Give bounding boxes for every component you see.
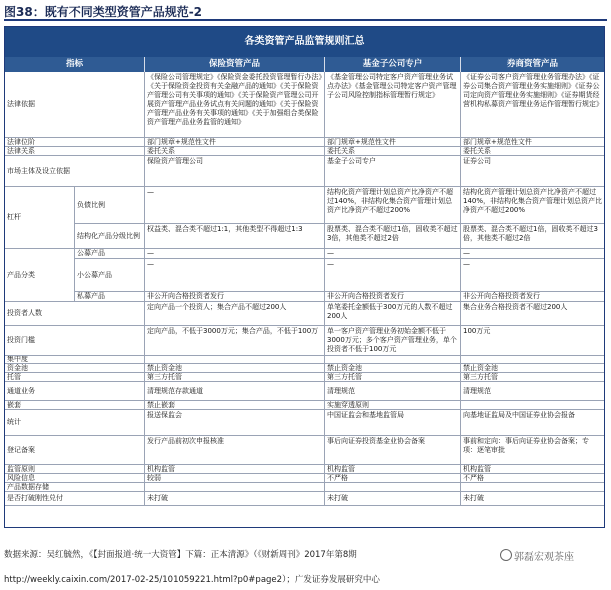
- cell-broker: 禁止资金池: [461, 364, 604, 373]
- header-fund-subsidiary: 基金子公司专户: [325, 57, 461, 72]
- row-label: 是否打破刚性兑付: [5, 492, 145, 506]
- cell-insurance: —: [145, 187, 325, 224]
- row-sublabel: 负债比例: [75, 187, 145, 224]
- cell-fund-subsidiary: —: [325, 259, 461, 292]
- cell-fund-subsidiary: 《基金管理公司特定客户资产管理业务试点办法》《基金管理公司特定客户资产管理子公司风险控制指标管理暂行规定》: [325, 72, 461, 138]
- row-label: 托管: [5, 373, 145, 382]
- cell-fund-subsidiary: 结构化资产管理计划总资产比净资产不超过140%，非结构化集合资产管理计划总资产比净资产不超过200%: [325, 187, 461, 224]
- cell-broker: —: [461, 249, 604, 259]
- row-sublabel: 小公募产品: [75, 259, 145, 292]
- regulation-table: [4, 26, 605, 528]
- cell-fund-subsidiary: 事后向证券投资基金业协会备案: [325, 436, 461, 465]
- cell-fund-subsidiary: 不严格: [325, 474, 461, 483]
- cell-broker: 不严格: [461, 474, 604, 483]
- cell-fund-subsidiary: 实施穿透原则: [325, 401, 461, 410]
- cell-insurance: 部门规章+规范性文件: [145, 138, 325, 147]
- cell-insurance: [145, 483, 325, 492]
- row-label: 产品数据存储: [5, 483, 145, 492]
- cell-broker: [461, 401, 604, 410]
- row-label: 通道业务: [5, 382, 145, 401]
- row-label: 资金池: [5, 364, 145, 373]
- cell-broker: 委托关系: [461, 147, 604, 156]
- row-sublabel: 结构化产品分级比例: [75, 224, 145, 249]
- cell-fund-subsidiary: 单一客户资产管理业务初始金额不低于3000万元；多个客户资产管理业务，单个投资者不低于100万元: [325, 326, 461, 356]
- header-broker: 券商资管产品: [461, 57, 604, 72]
- row-label: 嵌套: [5, 401, 145, 410]
- cell-broker: 未打破: [461, 492, 604, 506]
- row-label: 风险信息: [5, 474, 145, 483]
- cell-insurance: 较弱: [145, 474, 325, 483]
- cell-insurance: 委托关系: [145, 147, 325, 156]
- cell-insurance: 非公开向合格投资者发行: [145, 292, 325, 302]
- cell-insurance: [145, 356, 325, 364]
- cell-fund-subsidiary: 第三方托管: [325, 373, 461, 382]
- cell-insurance: —: [145, 249, 325, 259]
- row-sublabel: 私募产品: [75, 292, 145, 302]
- cell-broker: —: [461, 259, 604, 292]
- row-sublabel: 公募产品: [75, 249, 145, 259]
- cell-insurance: 禁止嵌套: [145, 401, 325, 410]
- cell-insurance: —: [145, 259, 325, 292]
- row-label: 投资者人数: [5, 302, 145, 326]
- row-label: 监管原则: [5, 465, 145, 474]
- watermark-text: 郭磊宏观茶座: [514, 552, 574, 563]
- cell-fund-subsidiary: 非公开向合格投资者发行: [325, 292, 461, 302]
- cell-fund-subsidiary: 单笔委托金额低于300万元的人数不超过200人: [325, 302, 461, 326]
- cell-broker: 股票类、混合类不超过1倍，固收类不超过3倍，其他类不超过2倍: [461, 224, 604, 249]
- source-note: 数据来源：吴红毓然，《【封面报道·统一大资管】下篇：正本清源》（《财新周刊》2017年第8期: [4, 550, 357, 560]
- cell-fund-subsidiary: 委托关系: [325, 147, 461, 156]
- cell-insurance: 发行产品前初次申报核准: [145, 436, 325, 465]
- cell-broker: [461, 483, 604, 492]
- cell-insurance: 未打破: [145, 492, 325, 506]
- row-label: 法律依据: [5, 72, 145, 138]
- cell-broker: 部门规章+规范性文件: [461, 138, 604, 147]
- cell-fund-subsidiary: [325, 356, 461, 364]
- cell-broker: 事前和定向：事后向证券业协会备案；专项：逐笔审批: [461, 436, 604, 465]
- cell-insurance: 清理规范存款通道: [145, 382, 325, 401]
- cell-fund-subsidiary: 股票类、混合类不超过1倍，固收类不超过3倍，其他类不超过2倍: [325, 224, 461, 249]
- cell-fund-subsidiary: —: [325, 249, 461, 259]
- row-label: 市场主体及设立依据: [5, 156, 145, 187]
- watermark: [498, 548, 576, 563]
- figure-title: 图38：既有不同类型资管产品规范-2: [4, 3, 607, 21]
- table-banner: 各类资管产品监管规则汇总: [5, 27, 604, 57]
- row-label: 产品分类: [5, 249, 75, 302]
- cell-insurance: 禁止资金池: [145, 364, 325, 373]
- cell-insurance: 机构监管: [145, 465, 325, 474]
- cell-insurance: 权益类、混合类不超过1:1，其他类型不得超过1:3: [145, 224, 325, 249]
- cell-broker: 证券公司: [461, 156, 604, 187]
- cell-fund-subsidiary: [325, 483, 461, 492]
- cell-broker: 非公开向合格投资者发行: [461, 292, 604, 302]
- cell-broker: 第三方托管: [461, 373, 604, 382]
- row-label: 投资门槛: [5, 326, 145, 356]
- cell-insurance: 第三方托管: [145, 373, 325, 382]
- cell-insurance: 定向产品，不低于3000万元；集合产品，不低于100万: [145, 326, 325, 356]
- cell-fund-subsidiary: 禁止资金池: [325, 364, 461, 373]
- row-label: 登记备案: [5, 436, 145, 465]
- source-url[interactable]: http://weekly.caixin.com/2017-02-25/101059221.html?p0#page2）；广发证券发展研究中心: [4, 575, 380, 585]
- cell-broker: 100万元: [461, 326, 604, 356]
- header-insurance: 保险资管产品: [145, 57, 325, 72]
- row-label: 法律位阶: [5, 138, 145, 147]
- cell-insurance: 保险资产管理公司: [145, 156, 325, 187]
- cell-fund-subsidiary: 未打破: [325, 492, 461, 506]
- cell-fund-subsidiary: 部门规章+规范性文件: [325, 138, 461, 147]
- cell-insurance: 定向产品一个投资人；集合产品不超过200人: [145, 302, 325, 326]
- row-label: 法律关系: [5, 147, 145, 156]
- cell-broker: 向基地证监局及中国证券业协会报备: [461, 410, 604, 436]
- cell-broker: 集合业务合格投资者不超过200人: [461, 302, 604, 326]
- cell-insurance: 报送保监会: [145, 410, 325, 436]
- cell-fund-subsidiary: 机构监管: [325, 465, 461, 474]
- cell-broker: 机构监管: [461, 465, 604, 474]
- header-indicator: 指标: [5, 57, 145, 72]
- cell-fund-subsidiary: 清理规范: [325, 382, 461, 401]
- cell-broker: [461, 356, 604, 364]
- cell-fund-subsidiary: 中国证监会和基地监管局: [325, 410, 461, 436]
- row-label: 集中度: [5, 356, 145, 364]
- cell-broker: 清理规范: [461, 382, 604, 401]
- cell-broker: 结构化资产管理计划总资产比净资产不超过140%，非结构化集合资产管理计划总资产比净资产不超过200%: [461, 187, 604, 224]
- wechat-icon: [500, 549, 512, 561]
- row-label: 杠杆: [5, 187, 75, 249]
- row-label: 统计: [5, 410, 145, 436]
- cell-insurance: 《保险公司管理规定》《保险资金委托投资管理暂行办法》《关于保险资金投资有关金融产品的通知》《关于保险资产管理公司有关事项的通知》《关于保险资产管理公司开展资产管理产品业务试点有关问题的通知》《关于保险资产管理产品业务有关事项的通知》《关于加强组合类保险资产管理产品业务监管的通知》: [145, 72, 325, 138]
- cell-fund-subsidiary: 基金子公司专户: [325, 156, 461, 187]
- cell-broker: 《证券公司客户资产管理业务管理办法》《证券公司集合资产管理业务实施细则》《证券公司定向资产管理业务实施细则》《证券期货经营机构私募资产管理业务运作管理暂行规定》: [461, 72, 604, 138]
